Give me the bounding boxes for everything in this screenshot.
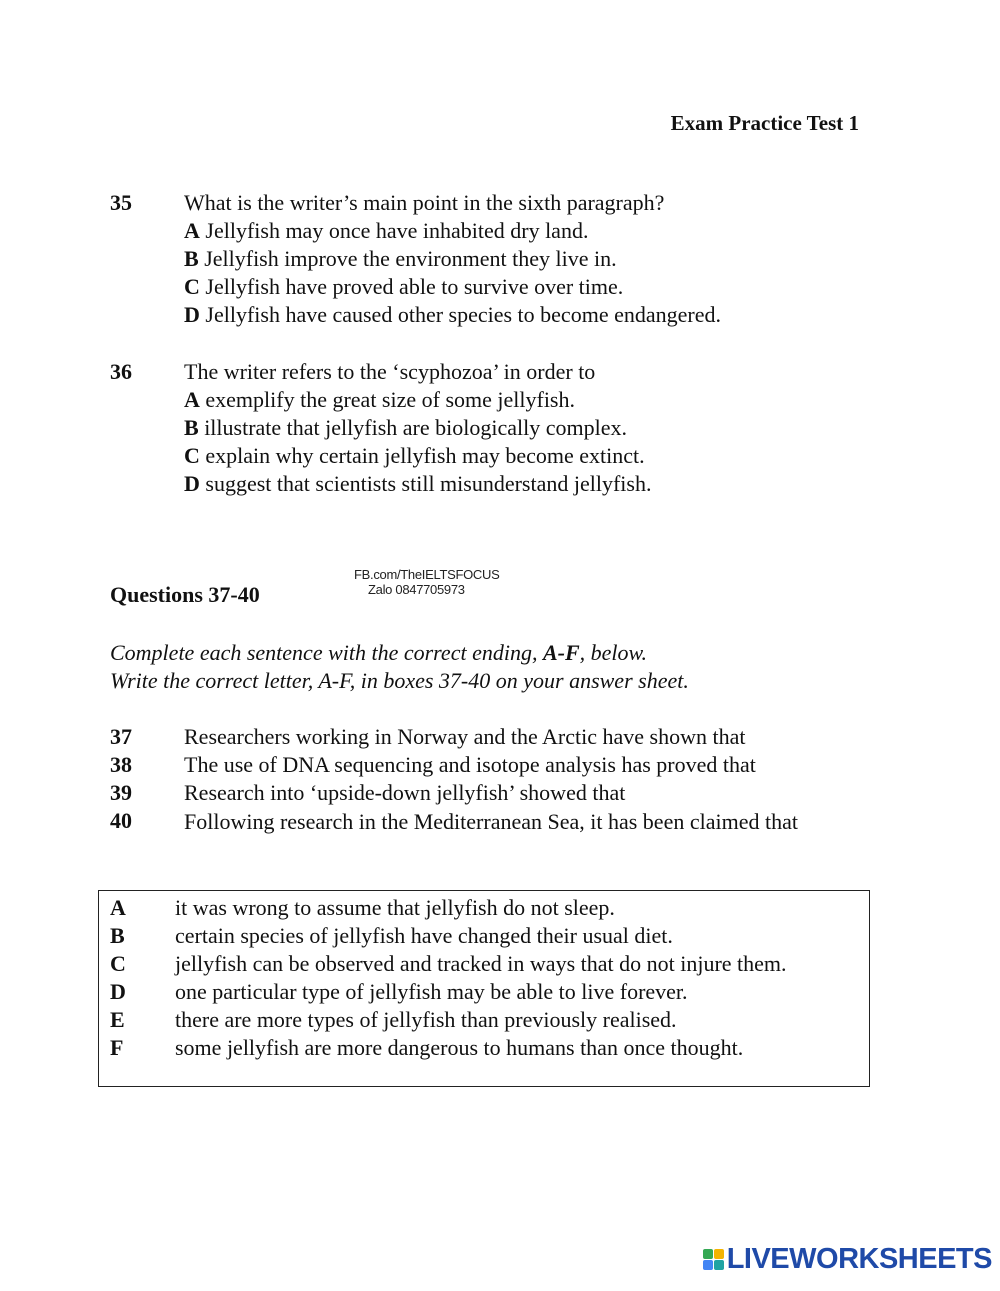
question-36-option-c: C explain why certain jellyfish may become extinct.: [184, 443, 645, 468]
liveworksheets-logo-text: LIVEWORKSHEETS: [726, 1243, 992, 1275]
question-35-option-b: B Jellyfish improve the environment they live in.: [184, 246, 617, 271]
stem-38-number: 38: [110, 752, 132, 777]
watermark: [354, 567, 499, 597]
ending-e-text: there are more types of jellyfish than previously realised.: [175, 1007, 677, 1032]
question-35-option-d: D Jellyfish have caused other species to become endangered.: [184, 302, 721, 327]
stem-40-text: Following research in the Mediterranean Sea, it has been claimed that: [184, 809, 798, 834]
question-36-number: 36: [110, 359, 132, 384]
instruction-line-2: Write the correct letter, A-F, in boxes 37-40 on your answer sheet.: [110, 668, 689, 693]
instruction-line-1: Complete each sentence with the correct ending, A-F, below.: [110, 640, 648, 665]
question-35-option-c: C Jellyfish have proved able to survive over time.: [184, 274, 624, 299]
watermark-zalo: Zalo 0847705973: [368, 582, 465, 597]
liveworksheets-logo[interactable]: [703, 1243, 992, 1276]
stem-37-text: Researchers working in Norway and the Arctic have shown that: [184, 724, 746, 749]
ending-e-letter: E: [110, 1007, 125, 1032]
ending-b-text: certain species of jellyfish have changed their usual diet.: [175, 923, 673, 948]
stem-37-number: 37: [110, 724, 132, 749]
section-title: Questions 37-40: [110, 582, 260, 607]
question-36-option-b: B illustrate that jellyfish are biologically complex.: [184, 415, 627, 440]
ending-a-text: it was wrong to assume that jellyfish do not sleep.: [175, 895, 615, 920]
stem-39-number: 39: [110, 780, 132, 805]
ending-f-letter: F: [110, 1035, 124, 1060]
ending-f-text: some jellyfish are more dangerous to humans than once thought.: [175, 1035, 744, 1060]
stem-39-text: Research into ‘upside-down jellyfish’ showed that: [184, 780, 626, 805]
question-35-text: What is the writer’s main point in the sixth paragraph?: [184, 190, 665, 215]
watermark-facebook: FB.com/TheIELTSFOCUS: [354, 567, 500, 582]
liveworksheets-logo-icon: [703, 1249, 724, 1270]
ending-b-letter: B: [110, 923, 125, 948]
ending-a-letter: A: [110, 895, 126, 920]
ending-c-text: jellyfish can be observed and tracked in ways that do not injure them.: [175, 951, 787, 976]
question-36-option-d: D suggest that scientists still misunderstand jellyfish.: [184, 471, 652, 496]
page-header-title: Exam Practice Test 1: [670, 111, 859, 135]
ending-d-text: one particular type of jellyfish may be able to live forever.: [175, 979, 688, 1004]
question-36-text: The writer refers to the ‘scyphozoa’ in order to: [184, 359, 596, 384]
ending-c-letter: C: [110, 951, 126, 976]
stem-40-number: 40: [110, 808, 132, 833]
question-35-option-a: A Jellyfish may once have inhabited dry land.: [184, 218, 589, 243]
question-36-option-a: A exemplify the great size of some jellyfish.: [184, 387, 575, 412]
ending-d-letter: D: [110, 979, 126, 1004]
stem-38-text: The use of DNA sequencing and isotope analysis has proved that: [184, 752, 756, 777]
question-35-number: 35: [110, 190, 132, 215]
